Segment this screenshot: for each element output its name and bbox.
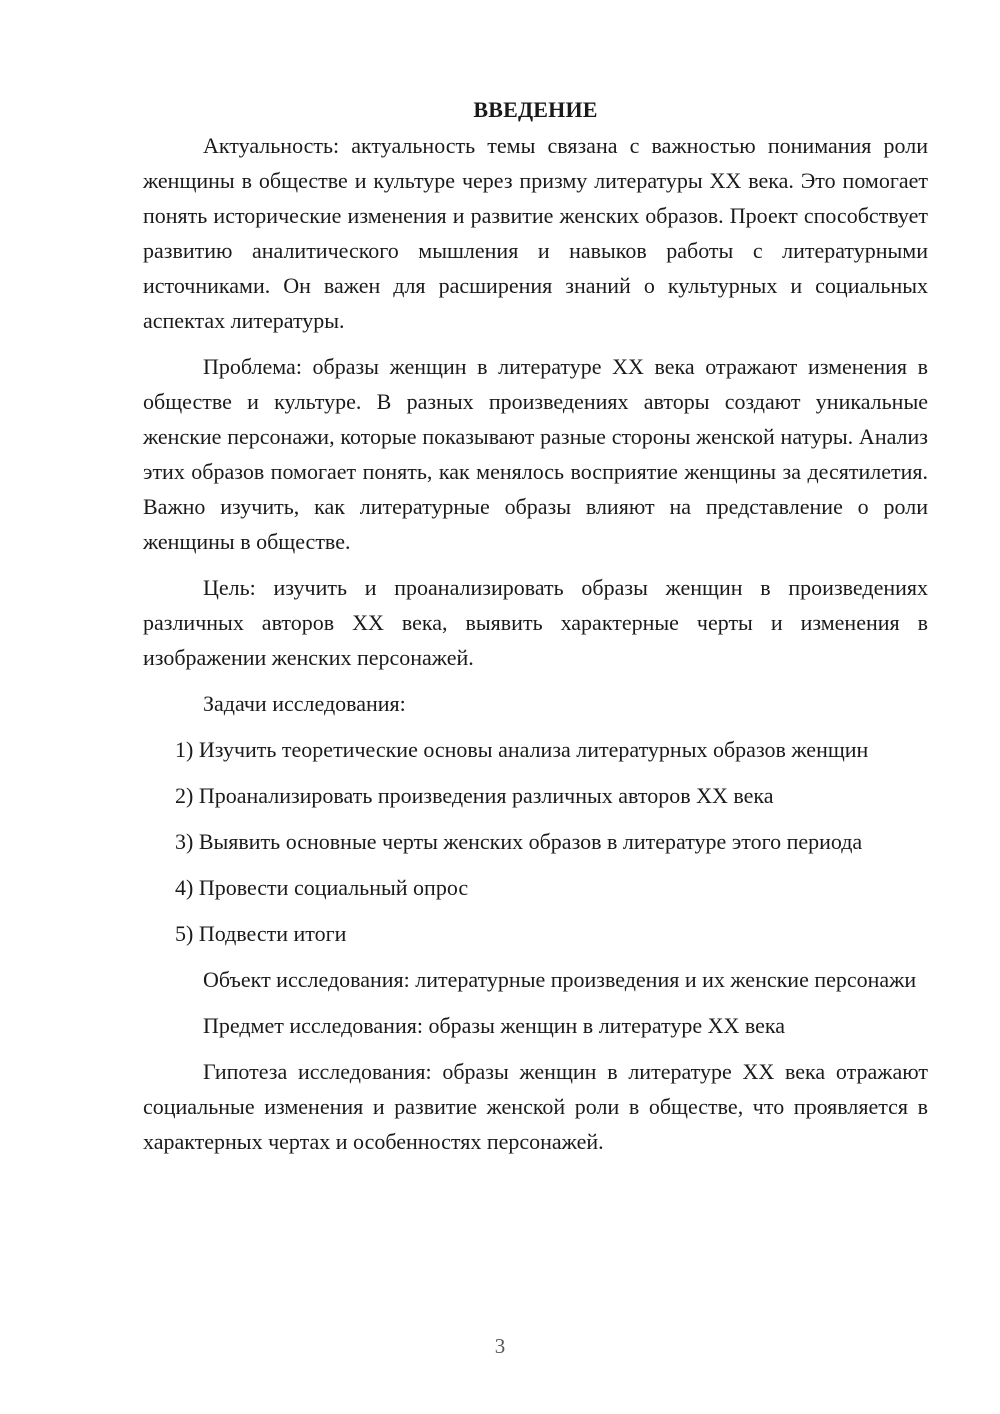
section-title: ВВЕДЕНИЕ	[473, 97, 598, 122]
task-item-2: 2) Проанализировать произведения различных авторов XX века	[175, 783, 774, 808]
tasks-heading: Задачи исследования:	[203, 691, 406, 716]
task-item-5: 5) Подвести итоги	[175, 921, 347, 946]
document-page	[143, 92, 928, 1170]
page-number: 3	[494, 1334, 506, 1358]
paragraph-subject: Предмет исследования: образы женщин в литературе XX века	[203, 1013, 786, 1038]
paragraph-goal: Цель: изучить и проанализировать образы женщин в произведениях различных авторов XX века, выявить характерные черты и изменения в изображении женских персонажей.	[143, 575, 928, 670]
paragraph-relevance: Актуальность: актуальность темы связана с важностью понимания роли женщины в обществе и культуре через призму литературы XX века. Это помогает понять исторические изменения и развитие женских образов. Проект способствует развитию аналитического мышления и навыков работы с литературными источниками. Он важен для расширения знаний о культурных и социальных аспектах литературы.	[143, 133, 928, 333]
task-item-4: 4) Провести социальный опрос	[175, 875, 469, 900]
paragraph-object: Объект исследования: литературные произведения и их женские персонажи	[203, 967, 917, 992]
task-item-1: 1) Изучить теоретические основы анализа литературных образов женщин	[175, 737, 869, 762]
paragraph-problem: Проблема: образы женщин в литературе XX века отражают изменения в обществе и культуре. В разных произведениях авторы создают уникальные женские персонажи, которые показывают разные стороны женской натуры. Анализ этих образов помогает понять, как менялось восприятие женщины за десятилетия. Важно изучить, как литературные образы влияют на представление о роли женщины в обществе.	[143, 354, 928, 554]
task-item-3: 3) Выявить основные черты женских образов в литературе этого периода	[175, 829, 863, 854]
paragraph-hypothesis: Гипотеза исследования: образы женщин в литературе XX века отражают социальные изменения и развитие женской роли в обществе, что проявляется в характерных чертах и особенностях персонажей.	[143, 1059, 928, 1154]
